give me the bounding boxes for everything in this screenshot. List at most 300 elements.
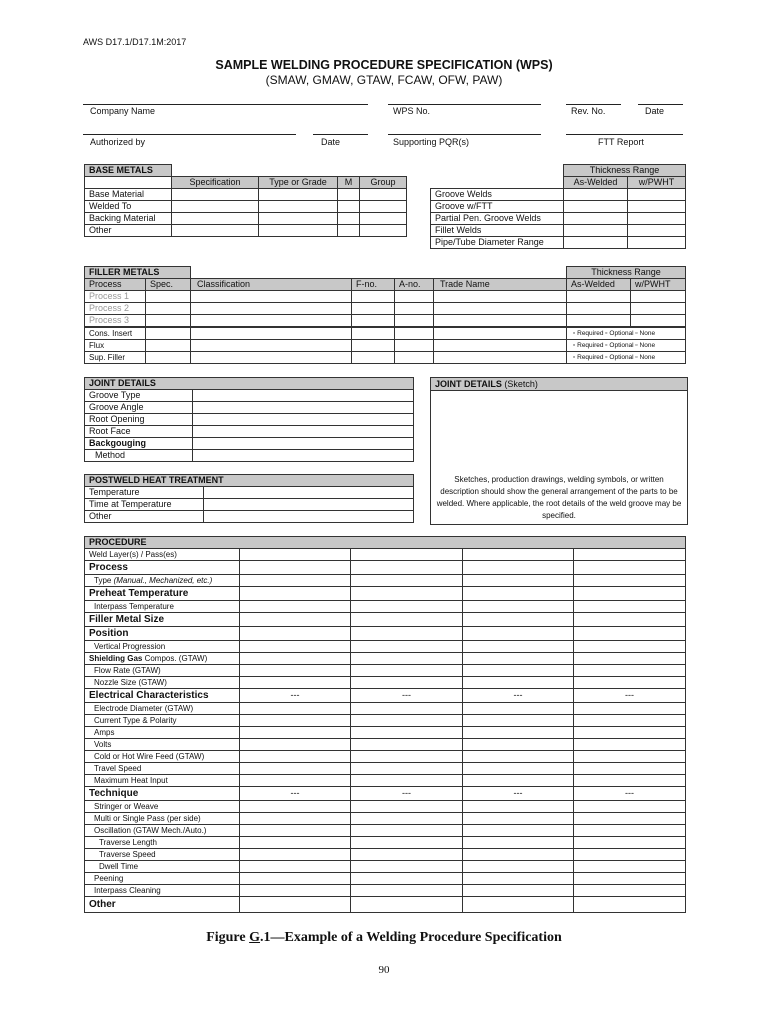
row-label: Nozzle Size (GTAW): [85, 677, 240, 689]
cell[interactable]: [240, 627, 351, 641]
col-m: M: [338, 177, 360, 189]
cell[interactable]: [351, 861, 463, 873]
cell[interactable]: [574, 549, 686, 561]
cell[interactable]: [574, 897, 686, 913]
joint-details-title: JOINT DETAILS: [85, 378, 414, 390]
cell[interactable]: [567, 291, 631, 303]
dash-cell[interactable]: ---: [240, 787, 351, 801]
cell[interactable]: [628, 213, 686, 225]
row-label: Time at Temperature: [85, 499, 204, 511]
cell[interactable]: [463, 775, 574, 787]
requirement-options[interactable]: ▫ Required ▫ Optional ▫ None: [567, 327, 686, 340]
table-row: [85, 665, 686, 677]
filler-metals-title: FILLER METALS: [85, 267, 191, 279]
cell[interactable]: [351, 801, 463, 813]
col-spec: Spec.: [146, 279, 191, 291]
row-label: Shielding Gas Compos. (GTAW): [85, 653, 240, 665]
cell[interactable]: [564, 237, 628, 249]
table-row: [85, 601, 686, 613]
cell[interactable]: [574, 641, 686, 653]
dash-cell[interactable]: ---: [351, 689, 463, 703]
requirement-options[interactable]: ▫ Required ▫ Optional ▫ None: [567, 340, 686, 352]
cell[interactable]: [574, 801, 686, 813]
cell[interactable]: [463, 703, 574, 715]
cell[interactable]: [240, 727, 351, 739]
row-label: Flow Rate (GTAW): [85, 665, 240, 677]
cell[interactable]: [574, 665, 686, 677]
cell[interactable]: [352, 340, 395, 352]
authorized-by-line[interactable]: [83, 134, 296, 135]
cell[interactable]: [351, 739, 463, 751]
cell[interactable]: [434, 303, 567, 315]
dash-cell[interactable]: ---: [351, 787, 463, 801]
cell[interactable]: [240, 575, 351, 587]
table-row: [85, 837, 686, 849]
cell[interactable]: [172, 225, 259, 237]
cell[interactable]: [193, 438, 414, 450]
cell[interactable]: [574, 627, 686, 641]
row-label: Cold or Hot Wire Feed (GTAW): [85, 751, 240, 763]
authorized-date-line[interactable]: [313, 134, 368, 135]
cell[interactable]: [574, 587, 686, 601]
cell[interactable]: [567, 303, 631, 315]
cell[interactable]: [564, 213, 628, 225]
cell[interactable]: [351, 727, 463, 739]
table-row: [85, 813, 686, 825]
cell[interactable]: [240, 587, 351, 601]
cell[interactable]: [463, 837, 574, 849]
cell[interactable]: [193, 390, 414, 402]
cell[interactable]: [240, 825, 351, 837]
cell[interactable]: [259, 201, 338, 213]
cell[interactable]: [351, 665, 463, 677]
cell[interactable]: [463, 873, 574, 885]
cell[interactable]: [463, 849, 574, 861]
row-label: Other: [85, 511, 204, 523]
table-row: [85, 575, 686, 587]
cell[interactable]: [193, 402, 414, 414]
cell[interactable]: [204, 499, 414, 511]
cell[interactable]: [240, 775, 351, 787]
cell[interactable]: [191, 303, 352, 315]
cell[interactable]: [631, 303, 686, 315]
cell[interactable]: [351, 825, 463, 837]
row-label: Cons. Insert: [85, 327, 146, 340]
cell[interactable]: [463, 575, 574, 587]
table-row: [85, 426, 414, 438]
cell[interactable]: [463, 861, 574, 873]
row-label: Traverse Speed: [85, 849, 240, 861]
cell[interactable]: [352, 315, 395, 328]
cell[interactable]: [240, 885, 351, 897]
col-process: Process: [85, 279, 146, 291]
cell[interactable]: [463, 613, 574, 627]
row-label: Process 3: [85, 315, 146, 328]
filler-thickness-range-header: Thickness Range: [567, 267, 686, 279]
row-label: Peening: [85, 873, 240, 885]
cell[interactable]: [395, 352, 434, 364]
cell[interactable]: [191, 291, 352, 303]
cell[interactable]: [360, 225, 407, 237]
table-row: [85, 561, 686, 575]
table-row: [85, 703, 686, 715]
cell[interactable]: [360, 189, 407, 201]
cell[interactable]: [146, 303, 191, 315]
cell[interactable]: [351, 873, 463, 885]
cell[interactable]: [564, 201, 628, 213]
wps-no-label: WPS No.: [393, 106, 431, 116]
dash-cell[interactable]: ---: [574, 689, 686, 703]
cell[interactable]: [574, 613, 686, 627]
table-row: [85, 689, 686, 703]
cell[interactable]: [240, 641, 351, 653]
date-line[interactable]: [638, 104, 683, 105]
cell[interactable]: [351, 575, 463, 587]
cell[interactable]: [463, 587, 574, 601]
rev-no-line[interactable]: [566, 104, 621, 105]
cell[interactable]: [463, 641, 574, 653]
cell[interactable]: [574, 775, 686, 787]
row-label: Fillet Welds: [431, 225, 564, 237]
cell[interactable]: [146, 340, 191, 352]
row-label: Groove w/FTT: [431, 201, 564, 213]
filler-metals-table: [84, 266, 686, 364]
table-row: [85, 885, 686, 897]
cell[interactable]: [574, 703, 686, 715]
table-row: [85, 825, 686, 837]
cell[interactable]: [240, 801, 351, 813]
row-label: Root Opening: [85, 414, 193, 426]
cell[interactable]: [351, 549, 463, 561]
ftt-report-label: FTT Report: [598, 137, 644, 147]
row-label: Process 2: [85, 303, 146, 315]
cell[interactable]: [463, 813, 574, 825]
cell[interactable]: [240, 653, 351, 665]
table-row: [431, 189, 686, 201]
ftt-report-line[interactable]: [566, 134, 683, 135]
table-row: [85, 897, 686, 913]
row-label: Travel Speed: [85, 763, 240, 775]
cell[interactable]: [631, 291, 686, 303]
cell[interactable]: [351, 715, 463, 727]
row-label: Stringer or Weave: [85, 801, 240, 813]
base-metals-title: BASE METALS: [85, 165, 172, 177]
cell[interactable]: [338, 225, 360, 237]
row-label: Groove Welds: [431, 189, 564, 201]
cell[interactable]: [259, 225, 338, 237]
table-row: [85, 327, 686, 340]
cell[interactable]: [463, 763, 574, 775]
cell[interactable]: [395, 291, 434, 303]
cell[interactable]: [351, 837, 463, 849]
base-thickness-table: [430, 164, 686, 249]
cell[interactable]: [204, 511, 414, 523]
row-label: Temperature: [85, 487, 204, 499]
cell[interactable]: [463, 885, 574, 897]
cell[interactable]: [434, 352, 567, 364]
cell[interactable]: [351, 641, 463, 653]
dash-cell[interactable]: ---: [574, 787, 686, 801]
cell[interactable]: [628, 201, 686, 213]
cell[interactable]: [259, 213, 338, 225]
cell[interactable]: [191, 352, 352, 364]
col-filler-w-pwht: w/PWHT: [631, 279, 686, 291]
cell[interactable]: [351, 561, 463, 575]
cell[interactable]: [463, 825, 574, 837]
cell[interactable]: [463, 627, 574, 641]
cell[interactable]: [351, 849, 463, 861]
cell[interactable]: [574, 653, 686, 665]
row-label: Dwell Time: [85, 861, 240, 873]
cell[interactable]: [338, 189, 360, 201]
cell[interactable]: [434, 327, 567, 340]
cell[interactable]: [434, 291, 567, 303]
cell[interactable]: [574, 861, 686, 873]
cell[interactable]: [338, 213, 360, 225]
cell[interactable]: [146, 315, 191, 328]
cell[interactable]: [338, 201, 360, 213]
cell[interactable]: [352, 327, 395, 340]
row-label: Welded To: [85, 201, 172, 213]
cell[interactable]: [191, 315, 352, 328]
cell[interactable]: [240, 665, 351, 677]
cell[interactable]: [463, 601, 574, 613]
dash-cell[interactable]: ---: [463, 787, 574, 801]
figure-caption: Figure G.1—Example of a Welding Procedure Specification: [206, 930, 562, 945]
cell[interactable]: [146, 327, 191, 340]
table-row: [85, 763, 686, 775]
cell[interactable]: [352, 352, 395, 364]
cell[interactable]: [351, 601, 463, 613]
requirement-options[interactable]: ▫ Required ▫ Optional ▫ None: [567, 352, 686, 364]
row-label: Groove Type: [85, 390, 193, 402]
cell[interactable]: [351, 885, 463, 897]
cell[interactable]: [574, 813, 686, 825]
cell[interactable]: [574, 837, 686, 849]
row-label: Backing Material: [85, 213, 172, 225]
row-label: Vertical Progression: [85, 641, 240, 653]
cell[interactable]: [351, 813, 463, 825]
table-row: [85, 627, 686, 641]
cell[interactable]: [240, 873, 351, 885]
cell[interactable]: [193, 450, 414, 462]
table-row: [85, 402, 414, 414]
cell[interactable]: [240, 715, 351, 727]
page-number: 90: [378, 964, 390, 976]
table-row: [85, 549, 686, 561]
table-row: [85, 390, 414, 402]
cell[interactable]: [351, 775, 463, 787]
table-row: [85, 189, 407, 201]
cell[interactable]: [463, 801, 574, 813]
company-name-line[interactable]: [83, 104, 368, 105]
dash-cell[interactable]: ---: [463, 689, 574, 703]
row-label: Interpass Temperature: [85, 601, 240, 613]
cell[interactable]: [434, 315, 567, 328]
cell[interactable]: [204, 487, 414, 499]
cell[interactable]: [351, 653, 463, 665]
cell[interactable]: [259, 189, 338, 201]
cell[interactable]: [191, 340, 352, 352]
joint-sketch-instructions: Sketches, production drawings, welding symbols, or written description should show the general arrangement of the parts to be welded. Where applicable, the root details of the weld groove may be specified.: [436, 475, 682, 520]
cell[interactable]: [240, 739, 351, 751]
table-row: [85, 801, 686, 813]
cell[interactable]: [351, 677, 463, 689]
row-label: Electrical Characteristics: [85, 689, 240, 703]
cell[interactable]: [463, 727, 574, 739]
row-label: Filler Metal Size: [85, 613, 240, 627]
table-row: [85, 787, 686, 801]
cell[interactable]: [240, 849, 351, 861]
cell[interactable]: [351, 587, 463, 601]
cell[interactable]: [567, 315, 631, 328]
cell[interactable]: [574, 739, 686, 751]
cell[interactable]: [574, 727, 686, 739]
cell[interactable]: [463, 653, 574, 665]
cell[interactable]: [628, 237, 686, 249]
row-label: Process: [85, 561, 240, 575]
table-row: [431, 213, 686, 225]
authorized-by-label: Authorized by: [90, 137, 146, 147]
table-row: [431, 201, 686, 213]
cell[interactable]: [631, 315, 686, 328]
wps-no-line[interactable]: [388, 104, 541, 105]
table-row: [85, 727, 686, 739]
cell[interactable]: [193, 414, 414, 426]
cell[interactable]: [172, 189, 259, 201]
table-row: [85, 849, 686, 861]
table-row: [85, 739, 686, 751]
cell[interactable]: [351, 751, 463, 763]
document-reference: AWS D17.1/D17.1M:2017: [83, 37, 187, 47]
cell[interactable]: [352, 303, 395, 315]
cell[interactable]: [240, 561, 351, 575]
cell[interactable]: [351, 613, 463, 627]
row-label: Partial Pen. Groove Welds: [431, 213, 564, 225]
cell[interactable]: [172, 213, 259, 225]
table-row: [85, 587, 686, 601]
cell[interactable]: [240, 549, 351, 561]
cell[interactable]: [463, 715, 574, 727]
row-label: Other: [85, 897, 240, 913]
table-row: [85, 225, 407, 237]
cell[interactable]: [240, 703, 351, 715]
col-trade-name: Trade Name: [434, 279, 567, 291]
rev-no-label: Rev. No.: [571, 106, 606, 116]
row-label: Amps: [85, 727, 240, 739]
cell[interactable]: [574, 561, 686, 575]
cell[interactable]: [240, 763, 351, 775]
cell[interactable]: [574, 885, 686, 897]
supporting-pqr-line[interactable]: [388, 134, 541, 135]
cell[interactable]: [240, 601, 351, 613]
cell[interactable]: [564, 189, 628, 201]
cell[interactable]: [434, 340, 567, 352]
row-label: Sup. Filler: [85, 352, 146, 364]
cell[interactable]: [240, 837, 351, 849]
cell[interactable]: [564, 225, 628, 237]
cell[interactable]: [240, 751, 351, 763]
row-label: Method: [85, 450, 193, 462]
cell[interactable]: [463, 677, 574, 689]
cell[interactable]: [463, 549, 574, 561]
col-a-no: A-no.: [395, 279, 434, 291]
cell[interactable]: [240, 897, 351, 913]
cell[interactable]: [351, 627, 463, 641]
cell[interactable]: [240, 861, 351, 873]
cell[interactable]: [574, 575, 686, 587]
table-row: [85, 715, 686, 727]
cell[interactable]: [395, 340, 434, 352]
cell[interactable]: [574, 677, 686, 689]
cell[interactable]: [351, 703, 463, 715]
cell[interactable]: [574, 601, 686, 613]
cell[interactable]: [574, 825, 686, 837]
cell[interactable]: [146, 291, 191, 303]
cell[interactable]: [240, 677, 351, 689]
col-specification: Specification: [172, 177, 259, 189]
cell[interactable]: [351, 763, 463, 775]
row-label: Oscillation (GTAW Mech./Auto.): [85, 825, 240, 837]
col-as-welded: As-Welded: [564, 177, 628, 189]
cell[interactable]: [360, 213, 407, 225]
cell[interactable]: [191, 327, 352, 340]
cell[interactable]: [463, 897, 574, 913]
row-label: Traverse Length: [85, 837, 240, 849]
cell[interactable]: [351, 897, 463, 913]
row-label: Technique: [85, 787, 240, 801]
cell[interactable]: [574, 715, 686, 727]
cell[interactable]: [628, 189, 686, 201]
row-label: Interpass Cleaning: [85, 885, 240, 897]
cell[interactable]: [352, 291, 395, 303]
cell[interactable]: [628, 225, 686, 237]
pwht-table: [84, 474, 414, 523]
joint-sketch-box[interactable]: [430, 377, 688, 525]
row-label: Groove Angle: [85, 402, 193, 414]
dash-cell[interactable]: ---: [240, 689, 351, 703]
table-row: [85, 499, 414, 511]
table-row: [85, 641, 686, 653]
row-label: Weld Layer(s) / Pass(es): [85, 549, 240, 561]
cell[interactable]: [240, 813, 351, 825]
row-label: Electrode Diameter (GTAW): [85, 703, 240, 715]
cell[interactable]: [574, 763, 686, 775]
cell[interactable]: [146, 352, 191, 364]
row-label: Current Type & Polarity: [85, 715, 240, 727]
row-label: Position: [85, 627, 240, 641]
cell[interactable]: [193, 426, 414, 438]
cell[interactable]: [360, 201, 407, 213]
cell[interactable]: [574, 873, 686, 885]
row-label: Other: [85, 225, 172, 237]
cell[interactable]: [574, 751, 686, 763]
cell[interactable]: [395, 327, 434, 340]
cell[interactable]: [463, 561, 574, 575]
cell[interactable]: [463, 665, 574, 677]
table-row: [85, 450, 414, 462]
cell[interactable]: [172, 201, 259, 213]
cell[interactable]: [395, 315, 434, 328]
cell[interactable]: [463, 739, 574, 751]
table-row: [85, 340, 686, 352]
cell[interactable]: [574, 849, 686, 861]
cell[interactable]: [463, 751, 574, 763]
cell[interactable]: [240, 613, 351, 627]
cell[interactable]: [395, 303, 434, 315]
table-row: [85, 291, 686, 303]
table-row: [85, 201, 407, 213]
